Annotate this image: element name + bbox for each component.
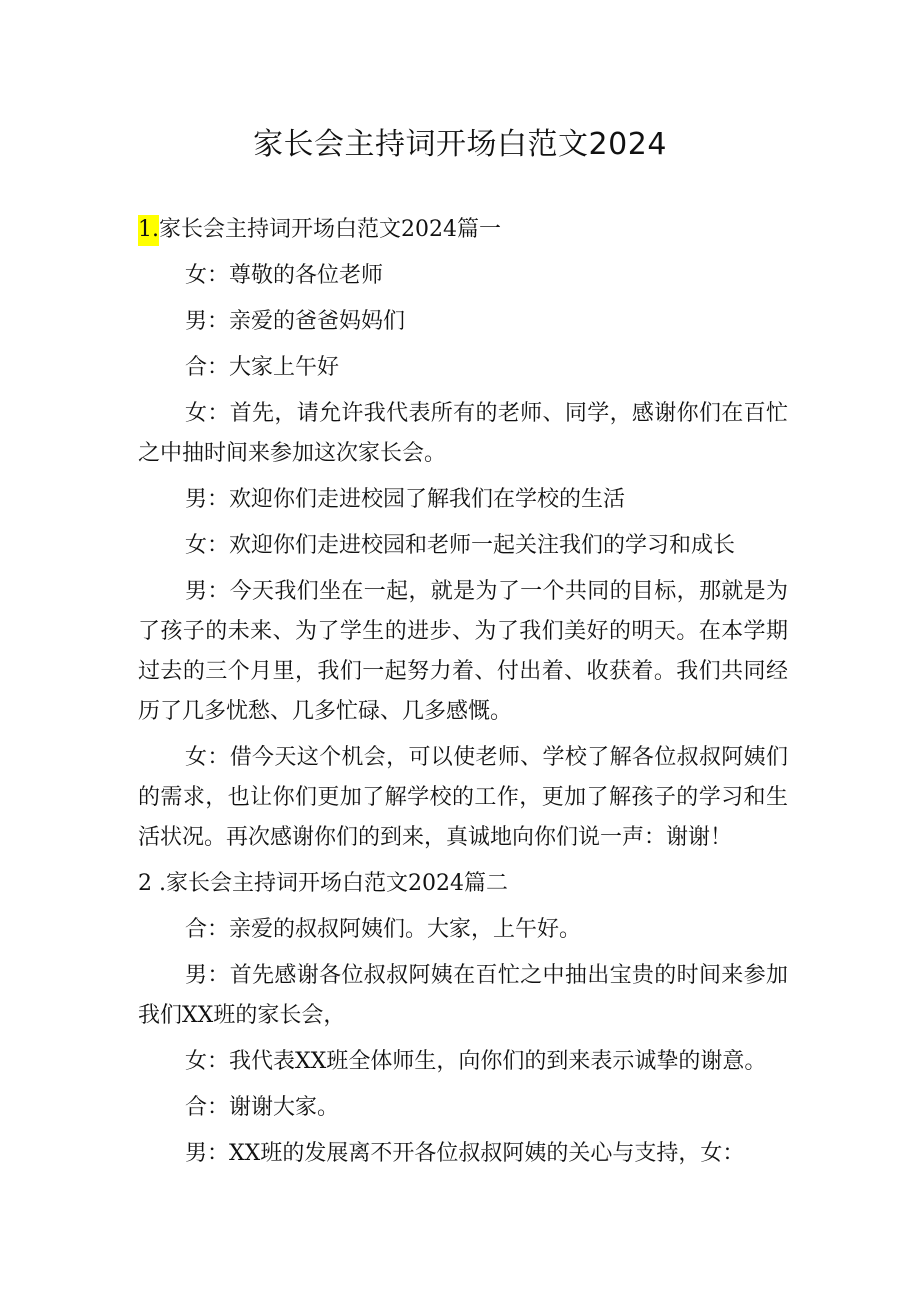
section-heading-1 xyxy=(138,210,788,250)
paragraph: 女：尊敬的各位老师 xyxy=(185,263,384,288)
paragraph: 男：今天我们坐在一起，就是为了一个共同的目标，那就是为了孩子的未来、为了学生的进步、为了我们美好的明天。在本学期过去的三个月里，我们一起努力着、付出着、收获着。我们共同经历了几多忧愁、几多忙碌、几多感慨。 xyxy=(138,579,788,724)
document-body xyxy=(138,210,788,1180)
paragraph: 男：亲爱的爸爸妈妈们 xyxy=(185,309,406,334)
paragraph: 合：亲爱的叔叔阿姨们。大家，上午好。 xyxy=(185,917,582,942)
paragraph: 男：首先感谢各位叔叔阿姨在百忙之中抽出宝贵的时间来参加我们XX班的家长会， xyxy=(138,963,788,1028)
paragraph: 女：欢迎你们走进校园和老师一起关注我们的学习和成长 xyxy=(185,533,736,558)
section-heading-text: 家长会主持词开场白范文2024篇一 xyxy=(159,217,501,242)
paragraph: 女：借今天这个机会，可以使老师、学校了解各位叔叔阿姨们的需求，也让你们更加了解学校的工作，更加了解孩子的学习和生活状况。再次感谢你们的到来，真诚地向你们说一声：谢谢！ xyxy=(138,745,788,850)
paragraph: 女：首先，请允许我代表所有的老师、同学，感谢你们在百忙之中抽时间来参加这次家长会。 xyxy=(138,401,788,466)
document-title: 家长会主持词开场白范文2024 xyxy=(253,127,667,162)
paragraph: 女：我代表XX班全体师生，向你们的到来表示诚挚的谢意。 xyxy=(185,1049,767,1074)
paragraph: 合：谢谢大家。 xyxy=(185,1095,340,1120)
paragraph: 男：XX班的发展离不开各位叔叔阿姨的关心与支持，女： xyxy=(185,1141,745,1166)
section-heading-2: 2 .家长会主持词开场白范文2024篇二 xyxy=(138,871,508,896)
section-number-highlight: 1. xyxy=(138,215,159,246)
paragraph: 男：欢迎你们走进校园了解我们在学校的生活 xyxy=(185,487,626,512)
paragraph: 合：大家上午好 xyxy=(185,355,340,380)
